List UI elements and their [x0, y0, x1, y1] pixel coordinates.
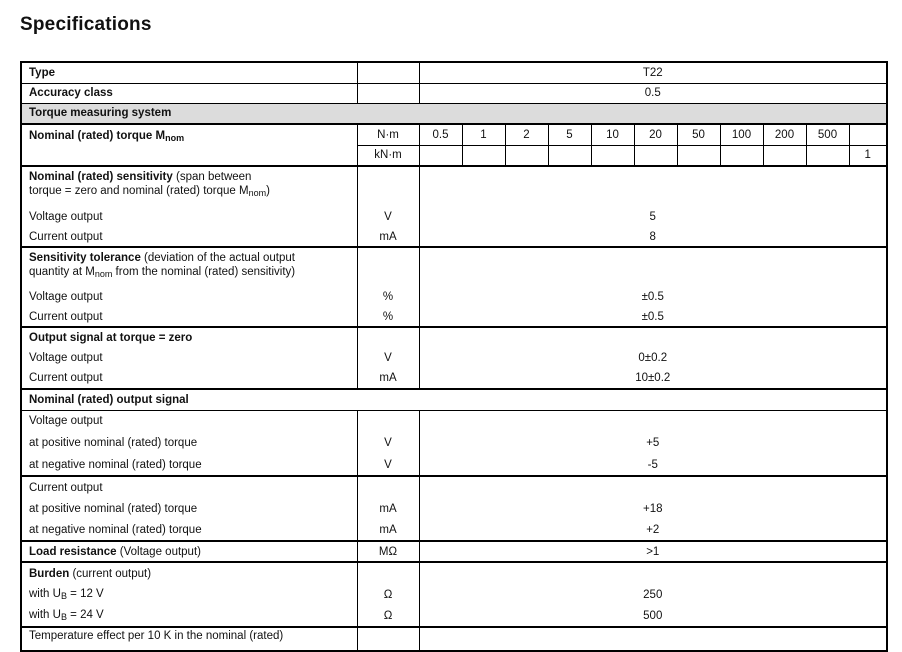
- row-type: [21, 62, 887, 83]
- zero-signal-voltage-unit: V: [357, 348, 419, 368]
- burden-12v-label-pre: with U: [29, 587, 61, 600]
- specifications-table: [20, 61, 888, 652]
- torque-knm-col-8: [763, 145, 806, 166]
- current-negative-value: +2: [419, 520, 887, 541]
- torque-nm-col-8: 200: [763, 124, 806, 145]
- clipped-row-value-cell: [419, 627, 887, 651]
- current-output-header-value-cell: [419, 476, 887, 498]
- row-zero-signal-voltage: [21, 348, 887, 368]
- tolerance-current-label: Current output: [29, 310, 103, 323]
- burden-24v-value: 500: [419, 605, 887, 627]
- tolerance-current-unit: %: [357, 307, 419, 327]
- tolerance-header-line2-subscript: nom: [94, 269, 113, 279]
- nominal-torque-label-text: Nominal (rated) torque M: [29, 130, 166, 142]
- accuracy-unit-cell: [357, 83, 419, 103]
- row-current-output-header: [21, 476, 887, 498]
- accuracy-value: 0.5: [419, 83, 887, 103]
- tolerance-voltage-value: ±0.5: [419, 287, 887, 307]
- row-sensitivity-voltage: [21, 207, 887, 227]
- row-tolerance-header: [21, 247, 887, 287]
- sensitivity-header-rest: (span between: [172, 171, 252, 183]
- row-nominal-output-signal: [21, 389, 887, 410]
- current-output-header-unit-cell: [357, 476, 419, 498]
- burden-12v-label: [21, 584, 357, 605]
- zero-signal-header-unit-cell: [357, 327, 419, 348]
- row-tolerance-voltage: [21, 287, 887, 307]
- nominal-output-signal-label: Nominal (rated) output signal: [21, 389, 887, 410]
- burden-24v-label: [21, 605, 357, 627]
- torque-nm-col-1: 1: [462, 124, 505, 145]
- row-voltage-positive: [21, 432, 887, 454]
- current-output-header: Current output: [21, 476, 357, 498]
- burden-12v-label-post: = 12 V: [66, 587, 104, 600]
- tolerance-header-rest: (deviation of the actual output: [140, 252, 295, 264]
- tolerance-voltage-label: Voltage output: [29, 291, 103, 303]
- tolerance-header-line2: quantity at M: [29, 266, 95, 278]
- burden-24v-unit: Ω: [357, 605, 419, 627]
- sensitivity-header-line2-end: ): [266, 185, 270, 197]
- torque-knm-col-9: [806, 145, 849, 166]
- tolerance-header-unit-cell: [357, 247, 419, 287]
- burden-12v-value: 250: [419, 584, 887, 605]
- torque-knm-col-1: [462, 145, 505, 166]
- accuracy-label: Accuracy class: [21, 83, 357, 103]
- torque-nm-col-3: 5: [548, 124, 591, 145]
- torque-nm-col-7: 100: [720, 124, 763, 145]
- zero-signal-voltage-value: 0±0.2: [419, 348, 887, 368]
- burden-24v-label-pre: with U: [29, 608, 61, 621]
- burden-12v-label-subscript: B: [60, 590, 67, 601]
- sensitivity-header-bold: Nominal (rated) sensitivity: [29, 171, 173, 183]
- row-zero-signal-header: [21, 327, 887, 348]
- torque-knm-col-3: [548, 145, 591, 166]
- torque-nm-col-6: 50: [677, 124, 720, 145]
- burden-header-unit-cell: [357, 562, 419, 584]
- type-label: Type: [29, 66, 55, 79]
- unit-knm: kN·m: [357, 145, 419, 166]
- sensitivity-current-label: Current output: [29, 230, 103, 243]
- sensitivity-header: [21, 166, 357, 207]
- torque-nm-col-10: [849, 124, 887, 145]
- tolerance-current-value: ±0.5: [419, 307, 887, 327]
- torque-nm-col-5: 20: [634, 124, 677, 145]
- row-burden-12v: [21, 584, 887, 605]
- clipped-row-unit-cell: [357, 627, 419, 651]
- voltage-negative-label: at negative nominal (rated) torque: [29, 458, 202, 471]
- torque-knm-col-6: [677, 145, 720, 166]
- torque-knm-col-7: [720, 145, 763, 166]
- type-unit-cell: [357, 62, 419, 83]
- current-negative-unit: mA: [357, 520, 419, 541]
- burden-header: [21, 562, 357, 584]
- load-resistance-label-bold: Load resistance: [29, 545, 117, 558]
- load-resistance-value: >1: [419, 541, 887, 562]
- torque-nm-col-2: 2: [505, 124, 548, 145]
- voltage-output-header: Voltage output: [21, 410, 357, 432]
- burden-24v-label-post: = 24 V: [66, 608, 104, 621]
- row-zero-signal-current: [21, 368, 887, 389]
- torque-nm-col-9: 500: [806, 124, 849, 145]
- torque-knm-col-5: [634, 145, 677, 166]
- row-tolerance-current: [21, 307, 887, 327]
- burden-header-rest: (current output): [69, 567, 152, 580]
- row-burden-header: [21, 562, 887, 584]
- unit-nm: N·m: [357, 124, 419, 145]
- tolerance-header-bold: Sensitivity tolerance: [29, 252, 141, 264]
- voltage-positive-unit: V: [357, 432, 419, 454]
- current-positive-unit: mA: [357, 498, 419, 520]
- voltage-output-header-value-cell: [419, 410, 887, 432]
- tolerance-header: [21, 247, 357, 287]
- sensitivity-voltage-value: 5: [419, 207, 887, 227]
- zero-signal-header-value-cell: [419, 327, 887, 348]
- row-burden-24v: [21, 605, 887, 627]
- row-current-positive: [21, 498, 887, 520]
- row-nominal-torque-nm: [21, 124, 887, 145]
- voltage-output-header-unit-cell: [357, 410, 419, 432]
- sensitivity-current-value: 8: [419, 227, 887, 247]
- sensitivity-voltage-unit: V: [357, 207, 419, 227]
- current-negative-label: at negative nominal (rated) torque: [29, 524, 202, 536]
- current-positive-value: +18: [419, 498, 887, 520]
- row-sensitivity-header: [21, 166, 887, 207]
- burden-header-value-cell: [419, 562, 887, 584]
- load-resistance-unit: MΩ: [357, 541, 419, 562]
- torque-nm-col-4: 10: [591, 124, 634, 145]
- nominal-torque-label: [21, 124, 357, 166]
- row-section-torque-measuring-system: [21, 103, 887, 124]
- sensitivity-header-unit-cell: [357, 166, 419, 207]
- sensitivity-header-line2: torque = zero and nominal (rated) torque M: [29, 185, 249, 197]
- nominal-torque-label-subscript: nom: [165, 133, 185, 143]
- load-resistance-label: [21, 541, 357, 562]
- zero-signal-voltage-label: Voltage output: [29, 352, 103, 364]
- row-accuracy-class: [21, 83, 887, 103]
- row-clipped-bottom: [21, 627, 887, 651]
- burden-header-bold: Burden: [29, 567, 70, 580]
- sensitivity-voltage-label: Voltage output: [29, 211, 103, 223]
- burden-12v-unit: Ω: [357, 584, 419, 605]
- zero-signal-current-unit: mA: [357, 368, 419, 389]
- torque-knm-col-2: [505, 145, 548, 166]
- zero-signal-current-label: Current output: [29, 372, 103, 384]
- torque-nm-col-0: 0.5: [419, 124, 462, 145]
- zero-signal-current-value: 10±0.2: [419, 368, 887, 389]
- clipped-row-label: Temperature effect per 10 K in the nominal (rated): [21, 627, 357, 651]
- voltage-positive-value: +5: [419, 432, 887, 454]
- burden-24v-label-subscript: B: [60, 611, 67, 622]
- torque-knm-col-0: [419, 145, 462, 166]
- row-voltage-negative: [21, 454, 887, 476]
- tolerance-header-line2-end: from the nominal (rated) sensitivity): [112, 266, 296, 278]
- page-title: Specifications: [20, 14, 152, 35]
- voltage-negative-unit: V: [357, 454, 419, 476]
- voltage-positive-label: at positive nominal (rated) torque: [29, 437, 198, 449]
- row-sensitivity-current: [21, 227, 887, 247]
- tolerance-header-value-cell: [419, 247, 887, 287]
- torque-knm-col-4: [591, 145, 634, 166]
- voltage-negative-value: -5: [419, 454, 887, 476]
- zero-signal-header: Output signal at torque = zero: [21, 327, 357, 348]
- sensitivity-header-line2-subscript: nom: [248, 188, 267, 198]
- sensitivity-current-unit: mA: [357, 227, 419, 247]
- tolerance-voltage-unit: %: [357, 287, 419, 307]
- row-voltage-output-header: [21, 410, 887, 432]
- row-load-resistance: [21, 541, 887, 562]
- current-positive-label: at positive nominal (rated) torque: [29, 503, 198, 515]
- type-value: T22: [419, 62, 887, 83]
- row-current-negative: [21, 520, 887, 541]
- torque-knm-col-10: 1: [849, 145, 887, 166]
- sensitivity-header-value-cell: [419, 166, 887, 207]
- load-resistance-label-rest: (Voltage output): [116, 545, 201, 558]
- section-header: Torque measuring system: [21, 103, 887, 124]
